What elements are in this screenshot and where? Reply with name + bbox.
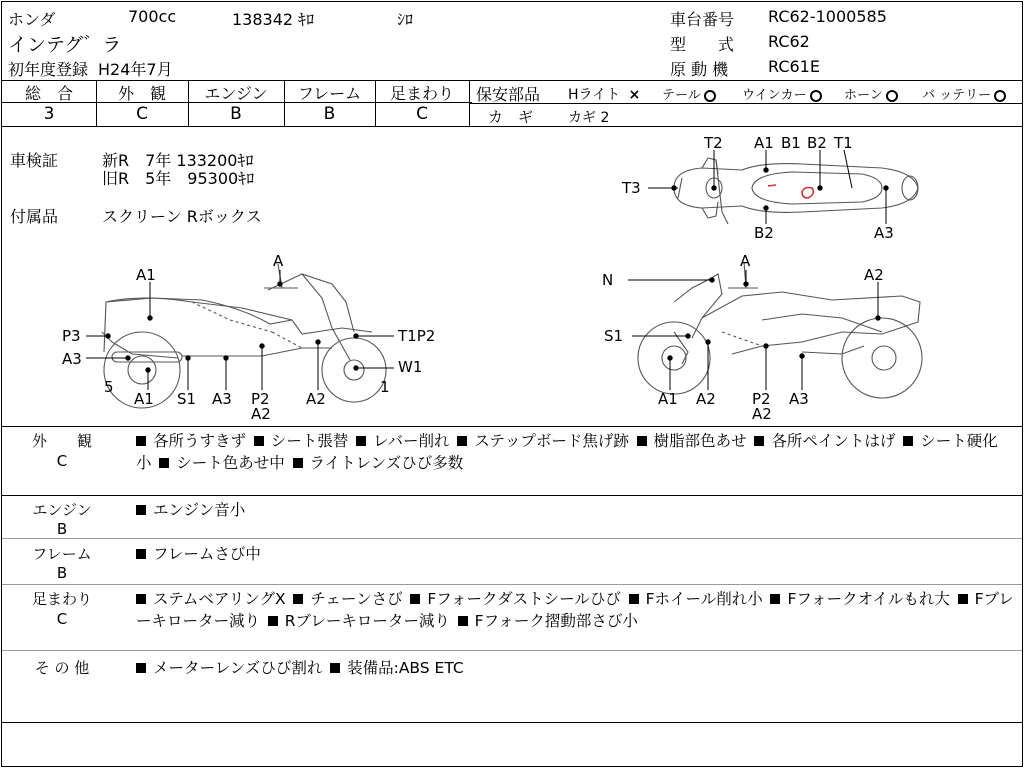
- square-bullet-icon: [637, 436, 647, 446]
- label-left-1: 1: [380, 378, 390, 396]
- note-item-text: エンジン音小: [153, 501, 246, 519]
- note-item: [136, 501, 245, 519]
- grade-suspension-label: 足まわり: [389, 84, 454, 103]
- square-bullet-icon: [770, 594, 780, 604]
- note-category-engine: エンジン: [32, 501, 92, 519]
- note-items-frame: [136, 543, 1016, 565]
- note-item-text: Fホイール削れ小: [645, 590, 763, 608]
- displacement: 700cc: [128, 7, 177, 26]
- note-grade-engine: B: [56, 520, 68, 538]
- label-top-t1: T1: [834, 134, 853, 152]
- label-top-b2: B2: [807, 134, 827, 152]
- note-item-text: シート硬化小: [136, 432, 998, 472]
- divider: [2, 538, 1022, 539]
- note-category-frame: フレーム: [32, 545, 92, 563]
- divider: [2, 650, 1022, 651]
- note-item: [136, 659, 322, 677]
- square-bullet-icon: [293, 594, 303, 604]
- color: ｼﾛ: [397, 10, 414, 29]
- ok-circle-icon: [886, 90, 898, 102]
- first-registration-value: H24年7月: [98, 60, 173, 79]
- note-item: [770, 590, 949, 608]
- grade-engine-value: B: [230, 104, 242, 124]
- note-item-text: ライトレンズひび多数: [309, 454, 464, 472]
- square-bullet-icon: [330, 663, 340, 673]
- divider: [2, 584, 1022, 585]
- safety-parts-label: 保安部品: [476, 85, 541, 104]
- square-bullet-icon: [268, 616, 278, 626]
- label-top-b2-lower: B2: [754, 224, 774, 242]
- note-item-text: 各所うすきず: [153, 432, 247, 450]
- note-item-text: Rブレーキローター減り: [284, 612, 450, 630]
- auction-sheet: [1, 1, 1023, 767]
- diagram-labels: [62, 134, 894, 423]
- engine-type-label: 原 動 機: [670, 60, 729, 79]
- leader-lines: [86, 150, 888, 390]
- note-item: [637, 432, 747, 450]
- label-right-a1: A1: [658, 390, 678, 408]
- note-grade-frame: B: [56, 564, 68, 582]
- note-item-text: 装備品:ABS ETC: [347, 659, 464, 677]
- keys-label: カ ギ: [488, 108, 534, 126]
- square-bullet-icon: [159, 458, 169, 468]
- maker: ホンダ: [8, 10, 56, 29]
- divider: [470, 103, 1022, 104]
- square-bullet-icon: [958, 594, 968, 604]
- left-side-scooter: [102, 264, 386, 408]
- note-item-text: メーターレンズひび割れ: [153, 659, 323, 677]
- accessories-value: スクリーン Rボックス: [102, 207, 262, 226]
- note-item-text: レバー削れ: [373, 432, 450, 450]
- square-bullet-icon: [629, 594, 639, 604]
- label-right-s1: S1: [604, 327, 624, 345]
- note-item: [458, 612, 638, 630]
- square-bullet-icon: [136, 505, 146, 515]
- grade-engine-label: エンジン: [204, 84, 268, 103]
- label-left-a3: A3: [212, 390, 232, 408]
- square-bullet-icon: [457, 436, 467, 446]
- safety-headlight: [568, 84, 640, 104]
- engine-type-value: RC61E: [768, 57, 820, 76]
- square-bullet-icon: [136, 436, 146, 446]
- label-top-a3: A3: [874, 224, 894, 242]
- ok-circle-icon: [704, 90, 716, 102]
- label-right-a2-lower: A2: [752, 405, 772, 423]
- frame-number-value: RC62-1000585: [768, 7, 887, 26]
- label-left-a1: A1: [134, 390, 154, 408]
- note-item-text: フレームさび中: [153, 545, 261, 563]
- label-left-5: 5: [104, 378, 114, 396]
- square-bullet-icon: [410, 594, 420, 604]
- note-item: [293, 590, 402, 608]
- divider: [2, 426, 1022, 427]
- label-left-t1p2: T1P2: [398, 327, 436, 345]
- safety-horn: [844, 84, 898, 103]
- note-grade-suspension: C: [56, 610, 68, 628]
- note-category-suspension: 足まわり: [31, 590, 92, 608]
- note-item: [410, 590, 621, 608]
- divider: [469, 80, 470, 126]
- note-category-other: そ の 他: [34, 659, 90, 677]
- label-left-w1: W1: [398, 358, 423, 376]
- label-right-p2: P2: [752, 390, 771, 408]
- tail-label: テール: [662, 88, 701, 103]
- label-right-n: N: [602, 271, 614, 289]
- winker-label: ウインカー: [742, 88, 807, 103]
- note-item: [254, 432, 349, 450]
- note-items-engine: [136, 499, 1016, 521]
- note-item: [136, 432, 246, 450]
- square-bullet-icon: [136, 663, 146, 673]
- note-item: [293, 454, 464, 472]
- label-top-a1: A1: [754, 134, 774, 152]
- keys-value: カギ 2: [568, 110, 610, 126]
- label-top-b1: B1: [781, 134, 801, 152]
- label-top-t2: T2: [704, 134, 723, 152]
- note-category-exterior: 外 観: [31, 432, 92, 450]
- label-left-a: A: [273, 252, 284, 270]
- note-item-text: ステップボード焦げ跡: [474, 432, 629, 450]
- note-item: [136, 545, 261, 563]
- headlight-mark: ×: [628, 87, 641, 103]
- horn-label: ホーン: [844, 88, 883, 103]
- note-item: [754, 432, 895, 450]
- square-bullet-icon: [458, 616, 468, 626]
- inspection-new: 新R 7年 133200ｷﾛ: [102, 151, 254, 170]
- label-left-a2-front: A2: [306, 390, 326, 408]
- note-item-text: 各所ペイントはげ: [771, 432, 896, 450]
- damage-diagram: [2, 127, 1022, 427]
- safety-winker: [742, 84, 822, 103]
- grade-suspension-value: C: [416, 104, 428, 124]
- type-label: 型 式: [670, 35, 735, 54]
- note-item-text: チェーンさび: [310, 590, 403, 608]
- top-view-scooter: [674, 158, 918, 224]
- note-item-text: シート色あせ中: [176, 454, 285, 472]
- note-item-text: 樹脂部色あせ: [653, 432, 747, 450]
- grade-overall-value: 3: [43, 104, 55, 124]
- note-item: [159, 454, 285, 472]
- grade-frame-value: B: [323, 104, 336, 124]
- note-item: [330, 659, 464, 677]
- ok-circle-icon: [810, 90, 822, 102]
- note-item: [356, 432, 449, 450]
- square-bullet-icon: [254, 436, 264, 446]
- battery-label: バ ッテリー: [922, 88, 992, 103]
- inspection-old: 旧R 5年 95300ｷﾛ: [102, 169, 255, 188]
- headlight-label: Hライト: [568, 87, 621, 103]
- square-bullet-icon: [136, 549, 146, 559]
- safety-tail: [662, 84, 716, 103]
- label-top-t3: T3: [622, 179, 641, 197]
- type-value: RC62: [768, 32, 810, 51]
- label-left-p2: P2: [251, 390, 270, 408]
- square-bullet-icon: [754, 436, 764, 446]
- safety-battery: [922, 84, 1006, 103]
- square-bullet-icon: [293, 458, 303, 468]
- label-right-a2: A2: [696, 390, 716, 408]
- label-left-p3: P3: [62, 327, 81, 345]
- note-item-text: ステムベアリングX: [153, 590, 286, 608]
- label-right-a2-upper: A2: [864, 266, 884, 284]
- inspection-label: 車検証: [10, 151, 59, 170]
- accessories-label: 付属品: [10, 207, 59, 226]
- label-right-a3: A3: [789, 390, 809, 408]
- note-item-text: Fフォークオイルもれ大: [787, 590, 950, 608]
- note-grade-exterior: C: [56, 452, 68, 470]
- note-items-exterior: [136, 430, 1016, 474]
- square-bullet-icon: [136, 594, 146, 604]
- note-item: [629, 590, 763, 608]
- note-item: [136, 590, 286, 608]
- damage-marks: [768, 185, 820, 198]
- note-items-other: [136, 657, 1016, 679]
- note-item: [268, 612, 450, 630]
- first-registration-label: 初年度登録: [8, 60, 89, 79]
- divider: [2, 495, 1022, 496]
- note-item-text: Fブレーキローター減り: [136, 590, 1014, 630]
- mileage: 138342 ｷﾛ: [232, 10, 315, 29]
- note-item-text: Fフォーク摺動部さび小: [474, 612, 638, 630]
- label-left-a3-side: A3: [62, 350, 82, 368]
- note-item-text: シート張替: [270, 432, 349, 450]
- note-item: [457, 432, 629, 450]
- grade-exterior-label: 外 観: [117, 84, 166, 103]
- grade-frame-label: フレーム: [297, 84, 362, 103]
- grade-exterior-value: C: [136, 104, 148, 124]
- model-name: インテグ゛ラ: [8, 34, 122, 56]
- divider: [2, 722, 1022, 723]
- ok-circle-icon: [994, 90, 1006, 102]
- note-items-suspension: [136, 588, 1016, 632]
- note-item-text: Fフォークダストシールひび: [427, 590, 621, 608]
- frame-number-label: 車台番号: [670, 10, 735, 29]
- square-bullet-icon: [903, 436, 913, 446]
- label-left-s1: S1: [177, 390, 197, 408]
- label-left-a2: A2: [251, 405, 271, 423]
- label-right-a: A: [740, 252, 751, 270]
- label-left-a1-upper: A1: [136, 266, 156, 284]
- square-bullet-icon: [356, 436, 366, 446]
- grade-overall-label: 総 合: [24, 84, 73, 103]
